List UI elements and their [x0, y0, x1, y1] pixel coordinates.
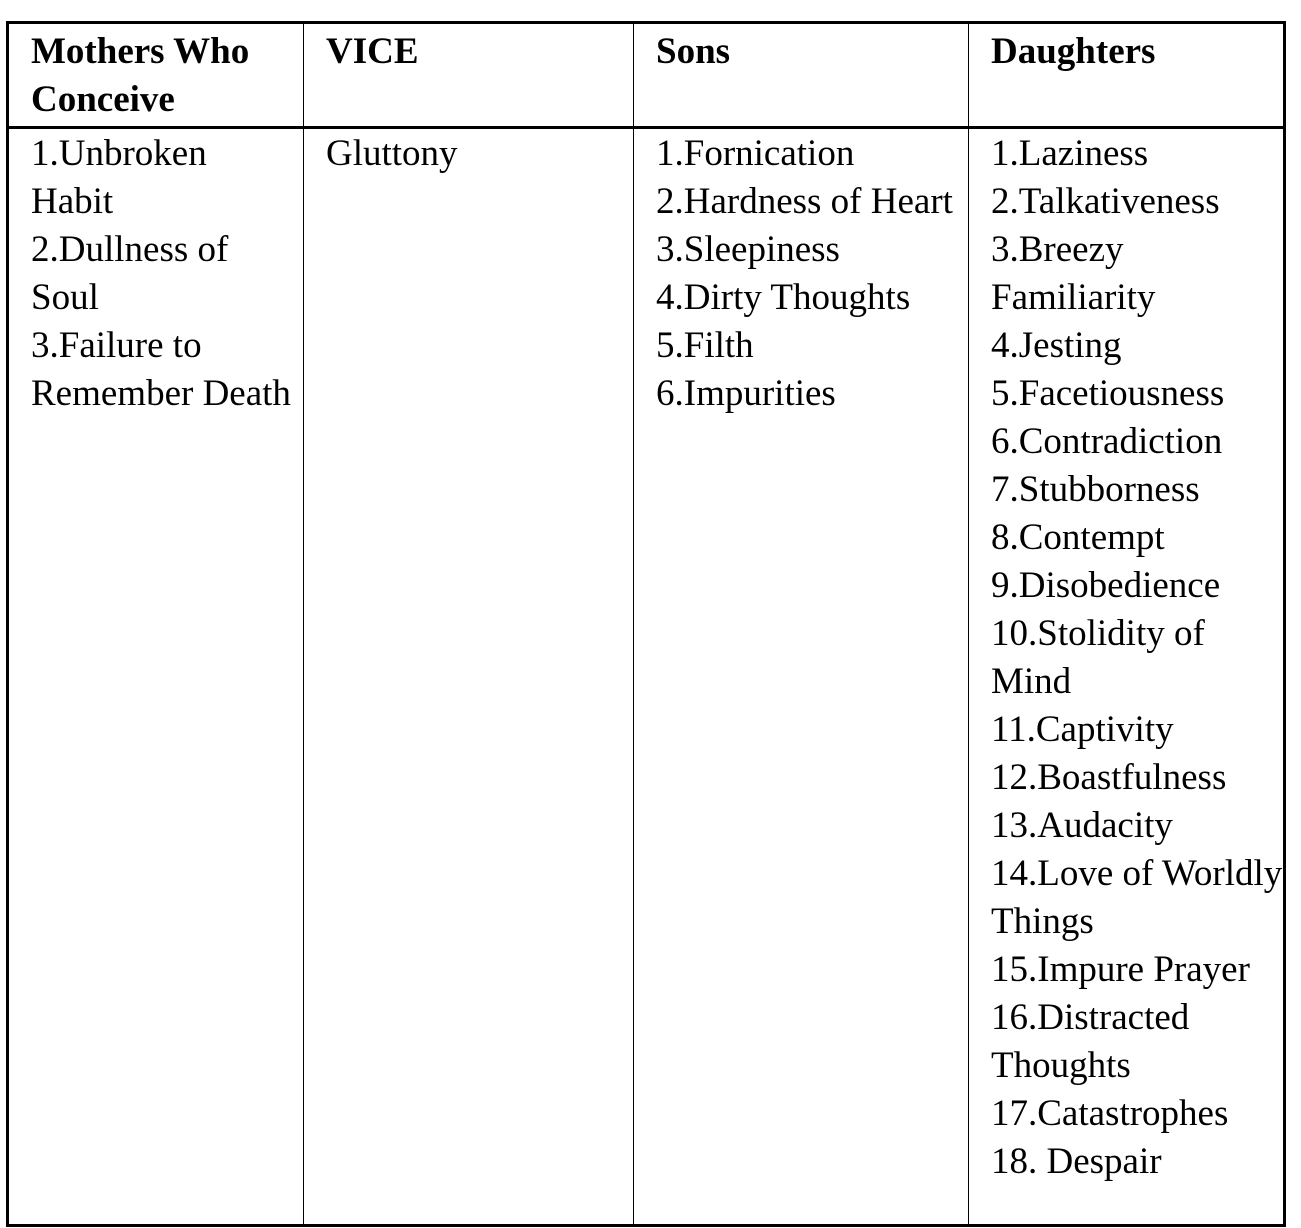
list-item: 12.Boastfulness	[991, 757, 1227, 798]
list-item: 6.Contradiction	[991, 421, 1223, 462]
list-item: 8.Contempt	[991, 517, 1165, 558]
list-item: 6.Impurities	[656, 373, 836, 414]
header-mothers: Mothers Who Conceive	[8, 23, 304, 128]
list-item: 1.Fornication	[656, 133, 855, 174]
list-item: 5.Facetiousness	[991, 373, 1225, 414]
header-sons: Sons	[634, 23, 969, 128]
list-item: 11.Captivity	[991, 709, 1174, 750]
table-row	[8, 128, 1285, 1226]
mothers-cell	[8, 128, 304, 1226]
list-item: 3.Sleepiness	[656, 229, 840, 270]
list-item: 1.Unbroken Habit	[31, 133, 207, 222]
list-item: 17.Catastrophes	[991, 1093, 1229, 1134]
list-item: 18. Despair	[991, 1141, 1162, 1182]
vice-value: Gluttony	[326, 133, 458, 174]
list-item: 14.Love of Worldly Things	[991, 853, 1283, 942]
list-item: 7.Stubborness	[991, 469, 1200, 510]
list-item: 13.Audacity	[991, 805, 1173, 846]
list-item: 16.Distracted Thoughts	[991, 997, 1190, 1086]
list-item: 1.Laziness	[991, 133, 1149, 174]
list-item: 2.Talkativeness	[991, 181, 1220, 222]
list-item: 4.Dirty Thoughts	[656, 277, 911, 318]
header-daughters: Daughters	[969, 23, 1285, 128]
header-row	[8, 23, 1285, 128]
header-vice: VICE	[304, 23, 634, 128]
sons-cell	[634, 128, 969, 1226]
vice-cell	[304, 128, 634, 1226]
vice-table	[6, 21, 1286, 1227]
list-item: 4.Jesting	[991, 325, 1122, 366]
list-item: 2.Hardness of Heart	[656, 181, 953, 222]
list-item: 3.Breezy Familiarity	[991, 229, 1156, 318]
list-item: 2.Dullness of Soul	[31, 229, 229, 318]
list-item: 15.Impure Prayer	[991, 949, 1250, 990]
list-item: 10.Stolidity of Mind	[991, 613, 1205, 702]
list-item: 5.Filth	[656, 325, 754, 366]
daughters-cell	[969, 128, 1285, 1226]
list-item: 9.Disobedience	[991, 565, 1221, 606]
list-item: 3.Failure to Remember Death	[31, 325, 291, 414]
